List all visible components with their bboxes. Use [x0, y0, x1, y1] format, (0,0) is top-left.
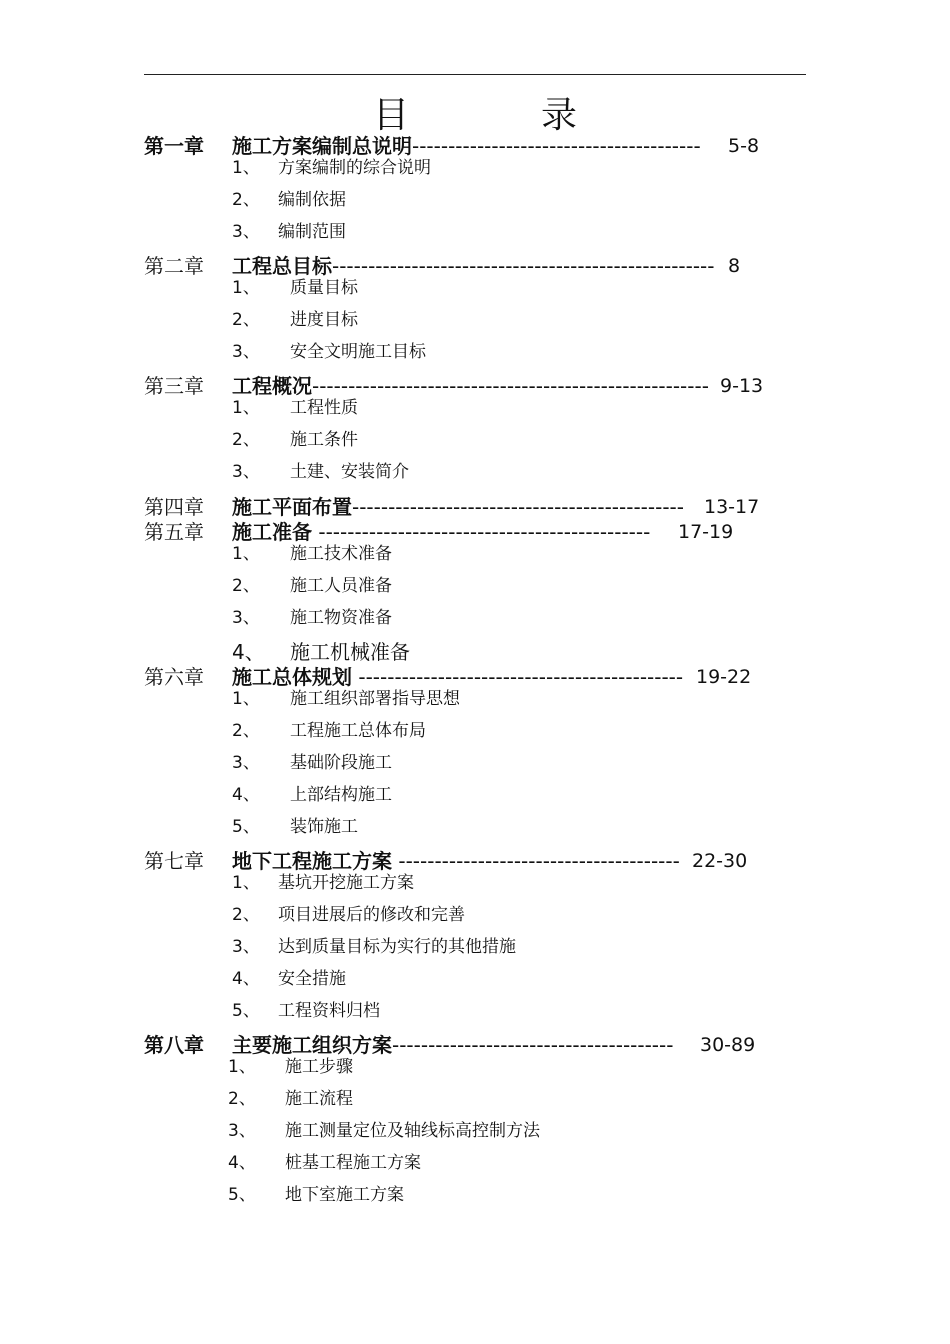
chapter-number: 第五章 [144, 520, 204, 544]
chapter-title: 主要施工组织方案--------------------------------------- [232, 1033, 674, 1057]
chapter-title: 施工总体规划 --------------------------------------------- [232, 665, 684, 689]
chapter-pages: 8 [728, 255, 741, 277]
chapter-number: 第四章 [144, 495, 204, 519]
chapter-pages: 30-89 [700, 1034, 756, 1056]
dot-leader: --------------------------------------- [392, 1033, 674, 1057]
dot-leader: ---------------------------------------------- [312, 520, 651, 544]
dot-leader: ---------------------------------------- [412, 134, 701, 158]
dot-leader: --------------------------------------------- [352, 665, 684, 689]
chapter-pages: 17-19 [678, 521, 734, 543]
dot-leader: ---------------------------------------------- [352, 495, 684, 519]
chapter-number: 第二章 [144, 254, 204, 278]
chapter-number: 第一章 [144, 134, 204, 158]
chapter-pages: 5-8 [728, 135, 760, 157]
chapter-title: 工程概况------------------------------------------------------- [232, 374, 709, 398]
chapter-pages: 13-17 [704, 496, 760, 518]
chapter-pages: 9-13 [720, 375, 764, 397]
chapter-title: 施工平面布置---------------------------------------------- [232, 495, 684, 519]
chapter-number: 第三章 [144, 374, 204, 398]
chapter-title: 施工方案编制总说明---------------------------------------- [232, 134, 701, 158]
chapter-title: 施工准备 ---------------------------------------------- [232, 520, 651, 544]
chapter-number: 第八章 [144, 1033, 204, 1057]
toc-title: 目 录 [372, 95, 625, 136]
chapter-number: 第七章 [144, 849, 204, 873]
dot-leader: --------------------------------------- [392, 849, 680, 873]
chapter-title: 工程总目标----------------------------------------------------- [232, 254, 715, 278]
chapter-pages: 22-30 [692, 850, 748, 872]
chapter-number: 第六章 [144, 665, 204, 689]
dot-leader: ----------------------------------------------------- [332, 254, 715, 278]
dot-leader: ------------------------------------------------------- [312, 374, 709, 398]
header-rule [144, 74, 806, 75]
chapter-pages: 19-22 [696, 666, 752, 688]
chapter-title: 地下工程施工方案 --------------------------------------- [232, 849, 680, 873]
